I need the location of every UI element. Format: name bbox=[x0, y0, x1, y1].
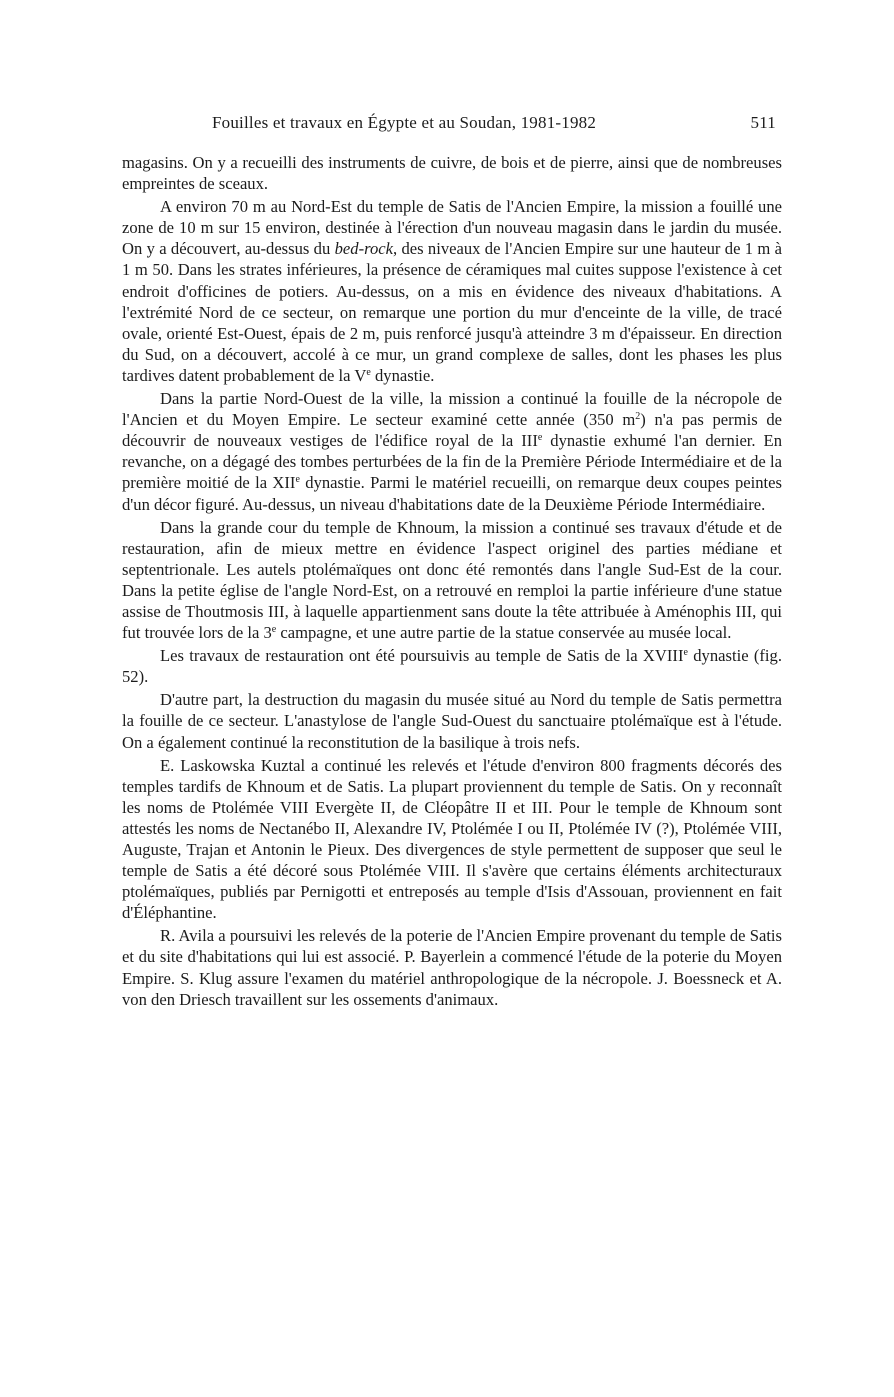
body-text bbox=[122, 152, 782, 1012]
paragraph bbox=[122, 925, 782, 1009]
paragraph bbox=[122, 388, 782, 515]
text-run: , des niveaux de l'Ancien Empire sur une hauteur de 1 m à 1 m 50. Dans les strates inférieures, la présence de céramiques mal cuites suppose l'existence à cet endroit d'officines de potiers. Au-dessus, on a mis en évidence des niveaux d'habitations. A l'extrémité Nord de ce secteur, on remarque une portion du mur d'enceinte de la ville, de tracé ovale, orienté Est-Ouest, épais de 2 m, puis renforcé jusqu'à atteindre 3 m d'épaisseur. En direction du Sud, on a découvert, accolé à ce mur, un grand complexe de salles, dont les phases les plus tardives datent probablement de la V bbox=[122, 239, 783, 385]
paragraph bbox=[122, 755, 782, 924]
text-run: R. Avila a poursuivi les relevés de la poterie de l'Ancien Empire provenant du temple de Satis et du site d'habitations qui lui est associé. P. Bayerlein a commencé l'étude de la poterie du Moyen Empire. S. Klug assure l'examen du matériel anthropologique de la nécropole. J. Boessneck et A. von den Driesch travaillent sur les ossements d'animaux. bbox=[122, 926, 782, 1009]
paragraph bbox=[122, 689, 782, 752]
text-run: Dans la partie Nord-Ouest de la ville, la mission a continué la fouille de la nécropole de l'Ancien et du Moyen Empire. Le secteur examiné cette année (350 m bbox=[122, 389, 782, 430]
paragraph bbox=[122, 152, 782, 194]
superscript: e bbox=[295, 474, 300, 486]
italic-text: bed-rock bbox=[334, 239, 393, 259]
text-run: ) n'a pas permis de découvrir de nouveaux vestiges de l'édifice royal de la III bbox=[122, 410, 782, 451]
superscript: e bbox=[683, 647, 688, 659]
paragraph bbox=[122, 196, 782, 386]
text-run: E. Laskowska Kuztal a continué les relevés et l'étude d'environ 800 fragments décorés des temples tardifs de Khnoum et de Satis. La plupart proviennent du temple de Satis. On y reconnaît les noms de Ptolémée VIII Evergète II, de Cléopâtre II et III. Pour le temple de Khnoum sont attestés les noms de Nectanébo II, Alexandre IV, Ptolémée I ou II, Ptolémée IV (?), Ptolémée VIII, Auguste, Trajan et Antonin le Pieux. Des divergences de style permettent de supposer que seul le temple de Satis a été décoré sous Ptolémée VIII. Il s'avère que certains éléments architecturaux ptolémaïques, publiés par Pernigotti et entreposés au temple d'Isis d'Assouan, proviennent en fait d'Éléphantine. bbox=[122, 755, 782, 923]
superscript: e bbox=[537, 432, 543, 444]
text-run: dynastie. Parmi le matériel recueilli, on remarque deux coupes peintes d'un décor figuré. Au-dessus, un niveau d'habitations date de la Deuxième Période Intermédiaire. bbox=[122, 473, 782, 514]
text-run: magasins. On y a recueilli des instruments de cuivre, de bois et de pierre, ainsi que de nombreuses empreintes de sceaux. bbox=[122, 153, 782, 194]
text-run: dynastie exhumé l'an dernier. En revanche, on a dégagé des tombes perturbées de la fin de la Première Période Intermédiaire et de la première moitié de la XII bbox=[122, 431, 782, 493]
text-run: D'autre part, la destruction du magasin du musée situé au Nord du temple de Satis permettra la fouille de ce secteur. L'anastylose de l'angle Sud-Ouest du sanctuaire ptolémaïque est à l'étude. On a également continué la reconstitution de la basilique à trois nefs. bbox=[122, 690, 782, 752]
text-run: campagne, et une autre partie de la statue conservée au musée local. bbox=[276, 623, 732, 643]
page-number: 511 bbox=[750, 113, 776, 132]
running-title: Fouilles et travaux en Égypte et au Soudan, 1981-1982 bbox=[212, 113, 597, 132]
superscript: 2 bbox=[635, 411, 641, 423]
superscript: e bbox=[366, 366, 371, 378]
paragraph bbox=[122, 517, 782, 644]
running-head bbox=[122, 113, 782, 139]
text-run: dynastie (fig. 52). bbox=[122, 646, 782, 687]
text-run: Dans la grande cour du temple de Khnoum, la mission a continué ses travaux d'étude et de restauration, afin de mieux mettre en évidence l'aspect originel des parties médiane et septentrionale. Les autels ptolémaïques ont donc été remontés dans l'angle Sud-Est de la cour. Dans la petite église de l'angle Nord-Est, on a retrouvé en remploi la partie inférieure d'une statue assise de Thoutmosis III, à laquelle appartienment sans doute la tête attribuée à Aménophis III, qui fut trouvée lors de la 3 bbox=[122, 517, 782, 643]
superscript: e bbox=[271, 624, 277, 636]
paragraph bbox=[122, 645, 782, 687]
text-run: A environ 70 m au Nord-Est du temple de Satis de l'Ancien Empire, la mission a fouillé une zone de 10 m sur 15 environ, destinée à l'érection d'un nouveau magasin dans le jardin du musée. On y a découvert, au-dessus du bbox=[122, 197, 782, 259]
text-run: Les travaux de restauration ont été poursuivis au temple de Satis de la XVIII bbox=[160, 646, 684, 666]
text-run: dynastie. bbox=[370, 365, 435, 385]
